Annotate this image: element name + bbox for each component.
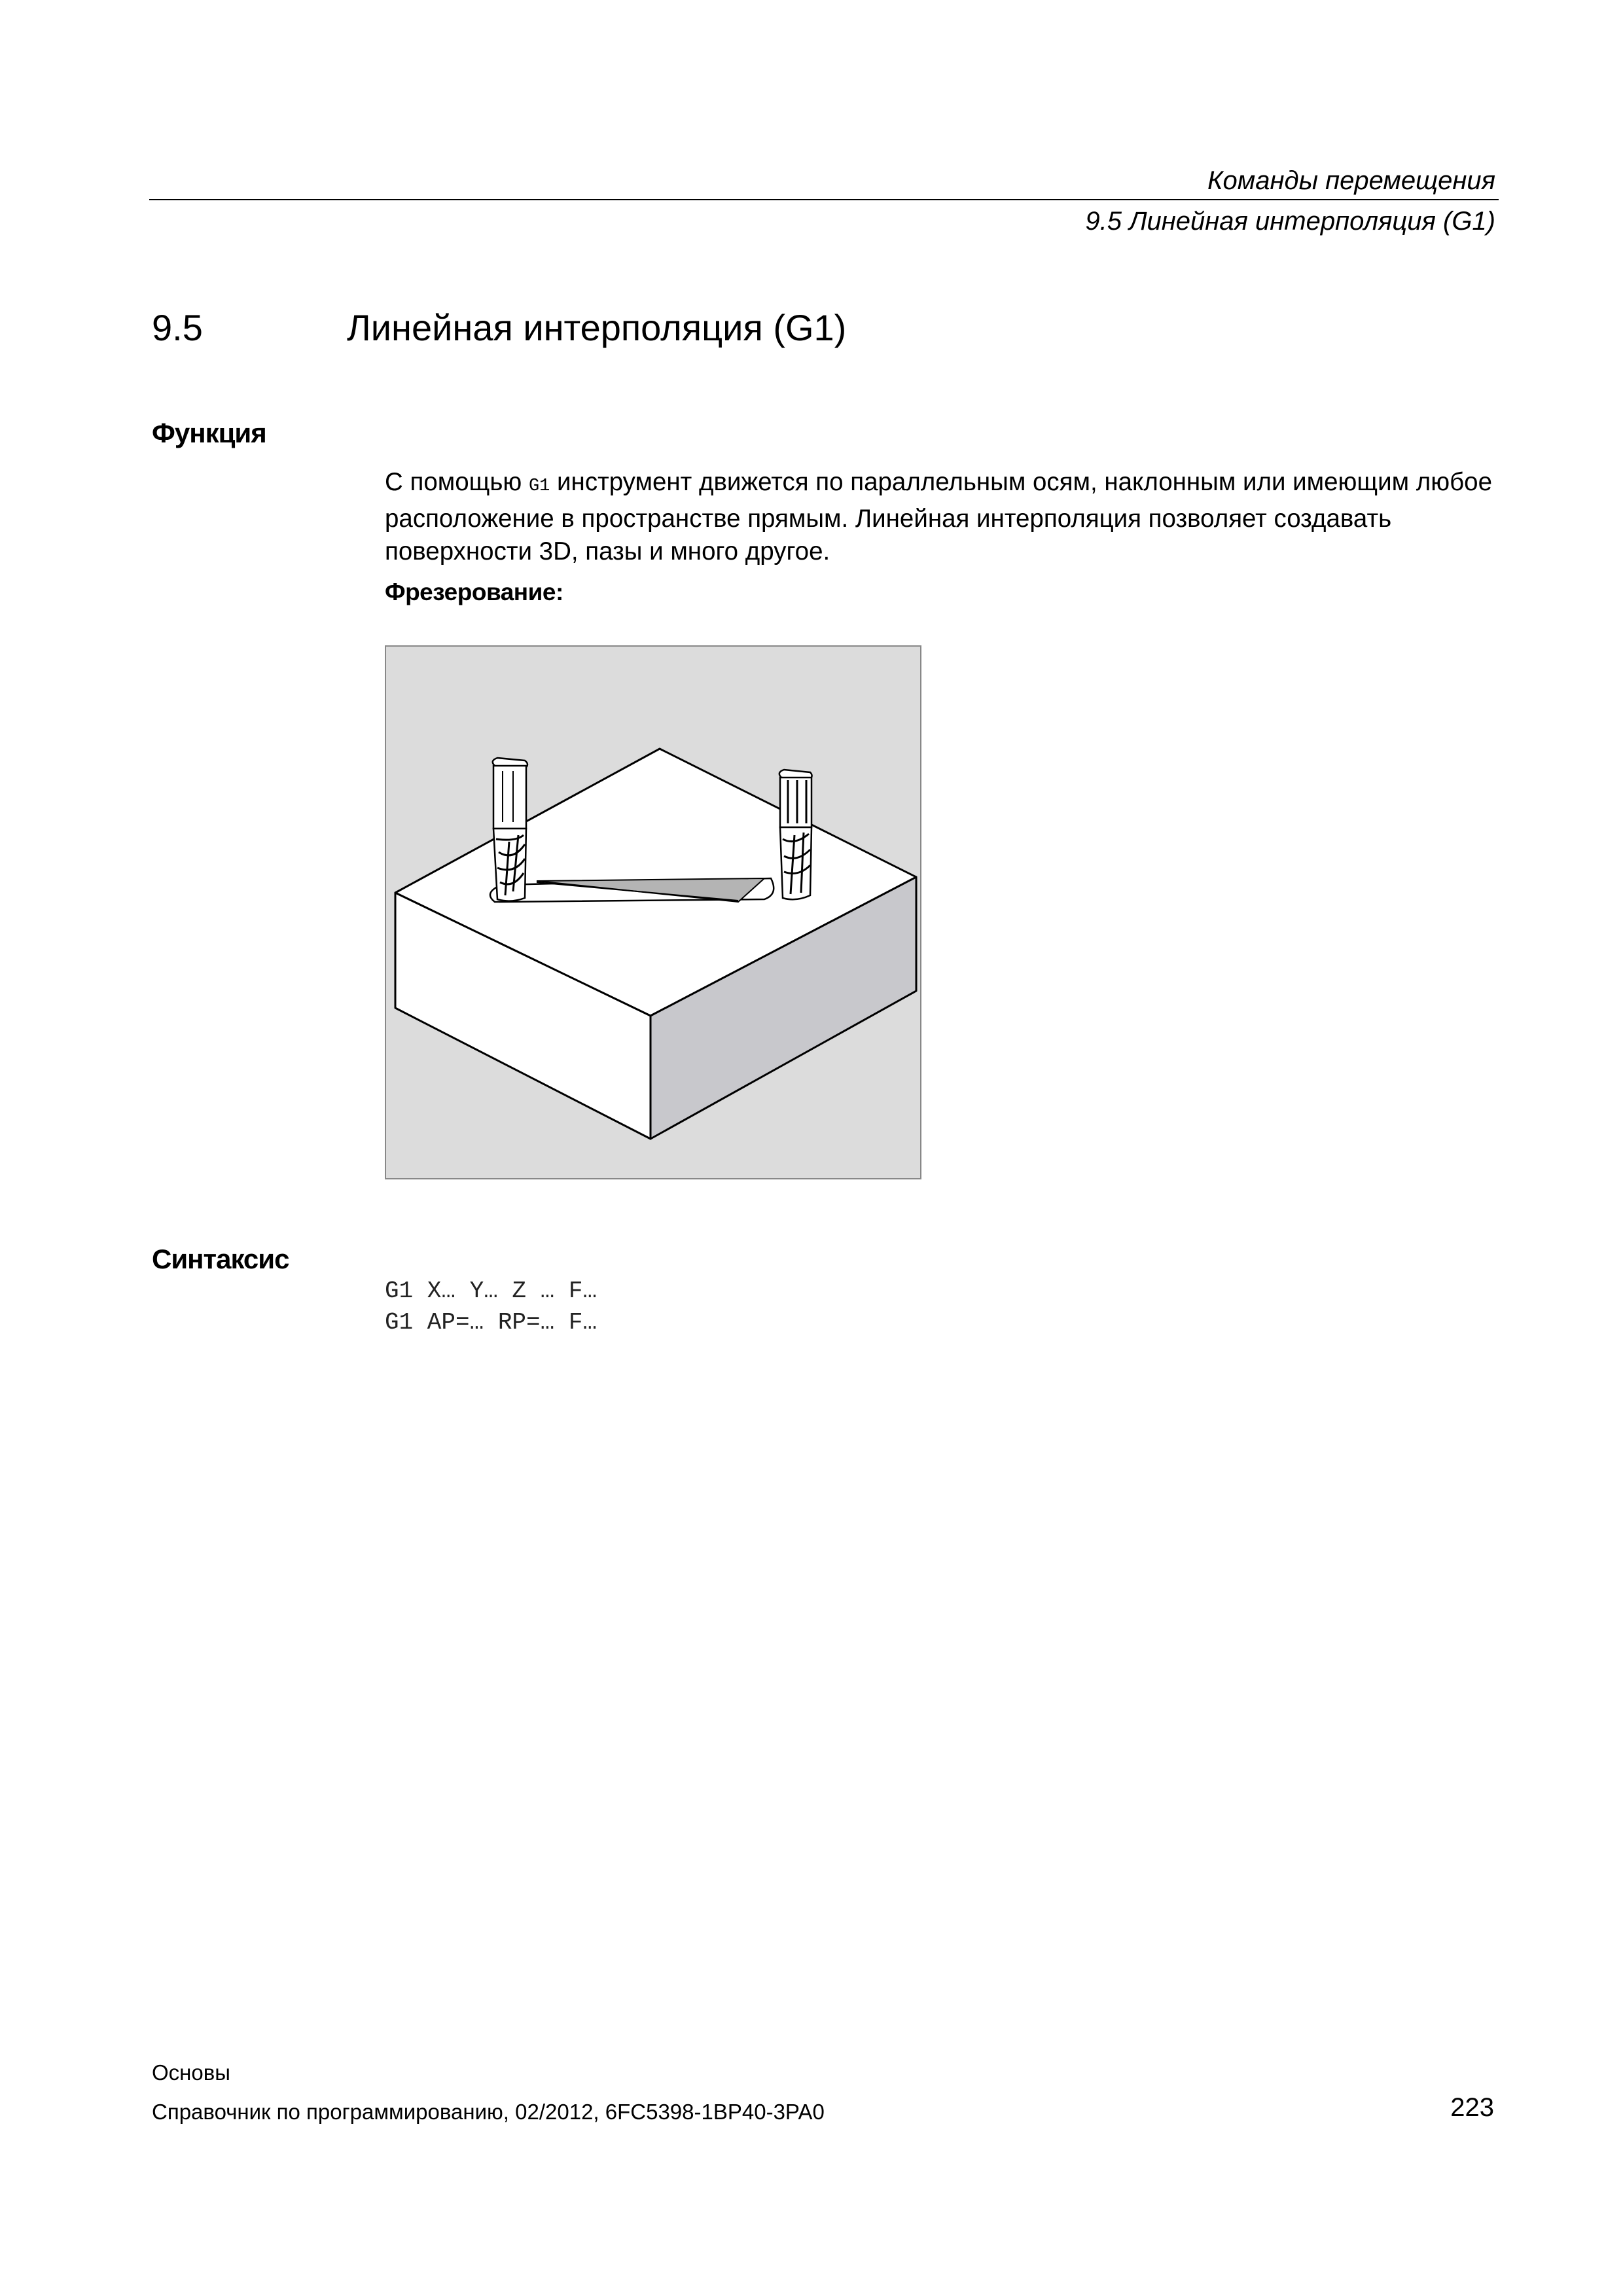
end-mill-start-icon xyxy=(493,758,527,901)
paragraph-text-rest: инструмент движется по параллельным осям, наклонным или имеющим любое расположение в пространстве прямым. Линейная интерполяция позволяет создавать поверхности 3D, пазы и много другое. xyxy=(385,468,1492,565)
syntax-line-1: G1 X… Y… Z … F… xyxy=(385,1278,597,1304)
running-header-chapter: Команды перемещения xyxy=(1207,166,1495,195)
running-header-section: 9.5 Линейная интерполяция (G1) xyxy=(1085,207,1495,236)
inline-code-g1: G1 xyxy=(528,476,550,496)
section-title: Линейная интерполяция (G1) xyxy=(347,307,847,348)
end-mill-end-icon xyxy=(779,770,812,899)
function-paragraph xyxy=(385,466,1510,568)
header-rule xyxy=(149,199,1499,200)
milling-caption: Фрезерование: xyxy=(385,579,563,605)
paragraph-text-start: С помощью xyxy=(385,468,529,496)
footer-reference: Справочник по программированию, 02/2012, 6FC5398-1BP40-3PA0 xyxy=(152,2100,825,2124)
syntax-line-2: G1 AP=… RP=… F… xyxy=(385,1309,597,1336)
page-number: 223 xyxy=(1450,2093,1494,2122)
syntax-heading: Синтаксис xyxy=(152,1244,289,1274)
function-heading: Функция xyxy=(152,418,266,448)
section-number: 9.5 xyxy=(152,307,203,348)
footer-book-title: Основы xyxy=(152,2060,230,2085)
milling-illustration xyxy=(385,645,921,1179)
